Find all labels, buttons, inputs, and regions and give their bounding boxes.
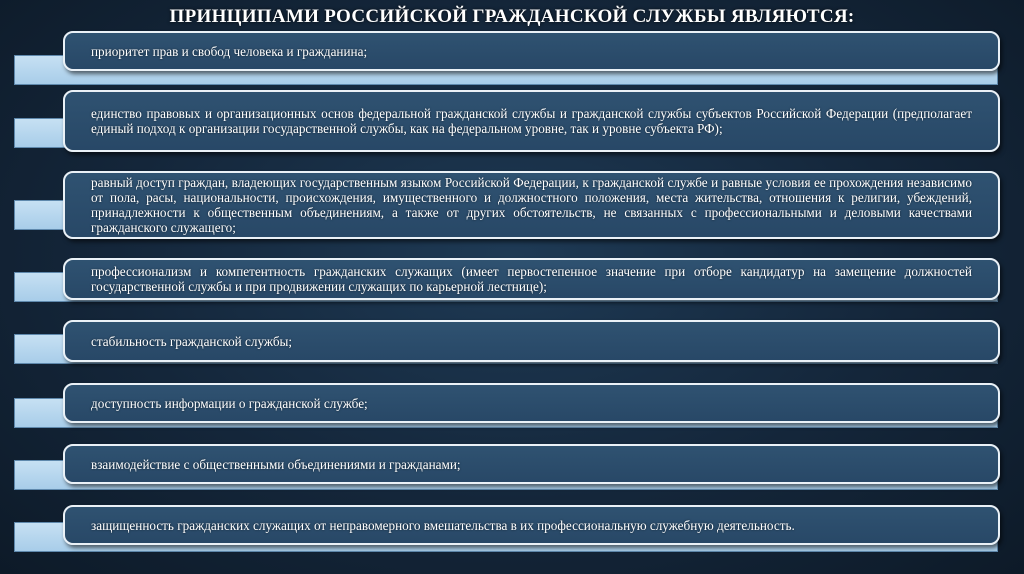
principle-text: приоритет прав и свобод человека и гражданина; bbox=[91, 43, 368, 59]
principle-item bbox=[63, 171, 1000, 239]
principle-item bbox=[63, 31, 1000, 71]
principle-item bbox=[63, 90, 1000, 152]
principle-item bbox=[63, 258, 1000, 300]
principle-item bbox=[63, 320, 1000, 362]
principle-item bbox=[63, 444, 1000, 484]
principle-text: взаимодействие с общественными объединениями и гражданами; bbox=[91, 456, 461, 472]
principle-text: единство правовых и организационных основ федеральной гражданской службы и гражданской службы субъектов Российской Федерации (предполагает единый подход к организации государственной службы, как на федеральном уровне, так и уровне субъекта РФ); bbox=[91, 106, 972, 136]
principle-text: защищенность гражданских служащих от неправомерного вмешательства в их профессиональную служебную деятельность. bbox=[91, 517, 795, 533]
principle-text: стабильность гражданской службы; bbox=[91, 333, 293, 349]
slide-title: ПРИНЦИПАМИ РОССИЙСКОЙ ГРАЖДАНСКОЙ СЛУЖБЫ ЯВЛЯЮТСЯ: bbox=[169, 6, 855, 27]
principle-item bbox=[63, 383, 1000, 423]
principle-item bbox=[63, 505, 1000, 545]
principle-text: равный доступ граждан, владеющих государственным языком Российской Федерации, к гражданской службе и равные условия ее прохождения независимо от пола, расы, национальности, происхождения, имущественного и должностного положения, места жительства, отношения к религии, убеждений, принадлежности к общественным объединениям, а также от других обстоятельств, не связанных с профессиональными и деловыми качествами гражданского служащего; bbox=[91, 175, 972, 235]
principle-text: доступность информации о гражданской службе; bbox=[91, 395, 368, 411]
principle-text: профессионализм и компетентность гражданских служащих (имеет первостепенное значение при отборе кандидатур на замещение должностей государственной службы и при продвижении служащих по карьерной лестнице); bbox=[91, 264, 972, 294]
